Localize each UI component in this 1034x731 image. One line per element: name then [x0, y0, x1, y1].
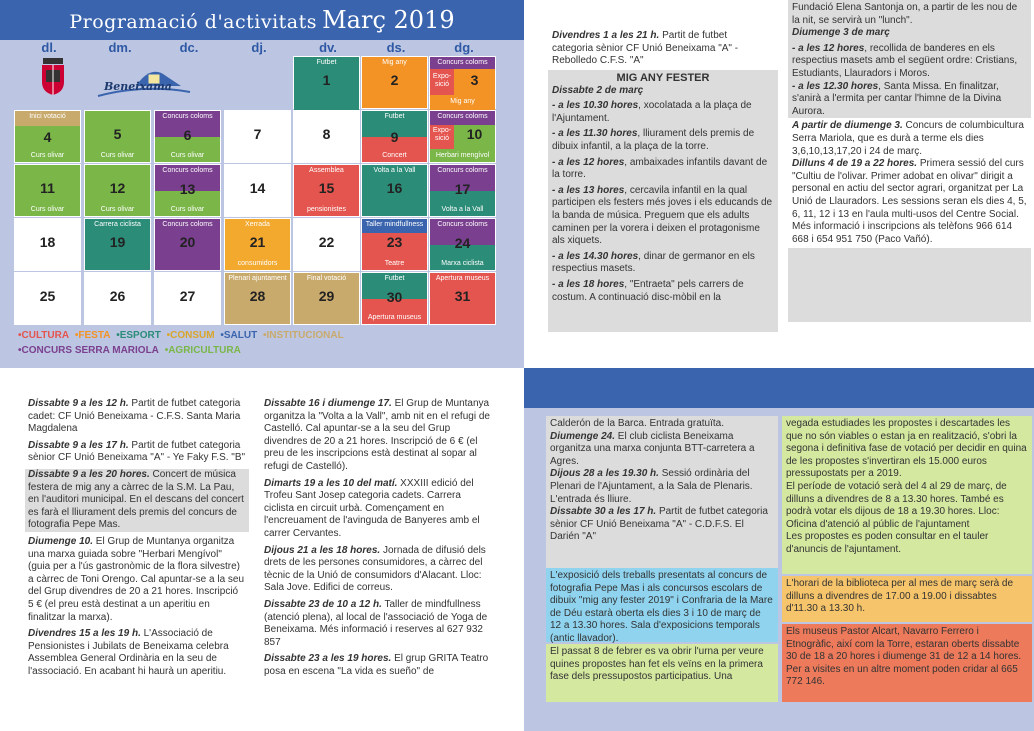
budget-box — [782, 416, 1032, 574]
legend-item: •INSTITUCIONAL — [262, 330, 344, 341]
event-label: Marxa ciclista — [441, 260, 484, 267]
day-number: 7 — [253, 126, 262, 142]
event-label: Concert — [382, 152, 407, 159]
event-text: Primera sessió del curs "Cultiu de l'olivar. Primer adobat en olivar" dirigit a personal en actiu del sector agrari, organitzat per La Unió de Llauradors. Les sessions seran els dies 4, 5, 6, 11, 12 i 13 en l'aula multi-usos del Centre Social. Més informació i inscripcions als telèfons 966 614 668 i 654 951 750 (Paco Vañó). — [792, 158, 1027, 245]
event-label: pensionistes — [307, 206, 346, 213]
calendar-cell — [224, 110, 291, 163]
day-number: 11 — [40, 180, 55, 196]
day-number: 5 — [113, 126, 122, 142]
day-number: 4 — [43, 129, 52, 145]
event-heading: Divendres 1 a les 21 h. — [552, 30, 660, 41]
event-label: Futbet — [316, 59, 337, 66]
day-number: 16 — [386, 180, 403, 196]
event-label: Final votació — [306, 275, 347, 282]
event-text: , recollida de banderes en els respectius masets amb el següent ordre: Cristians, Estudiants, Llauradors i Moros. — [792, 42, 1018, 79]
event-heading: Diumenge 24. — [550, 430, 616, 442]
header-month: Març 2019 — [322, 6, 455, 34]
calendar-cell — [154, 272, 221, 325]
legend — [18, 345, 244, 356]
legend-item: •CONCURS SERRA MARIOLA — [18, 345, 159, 356]
day-number: 30 — [386, 289, 403, 305]
header-prefix: Programació d'activitats — [69, 11, 318, 33]
section-title: MIG ANY FESTER — [616, 72, 710, 84]
event-label: Inici votació — [29, 113, 66, 120]
event-heading: Dissabte 9 a les 20 hores. — [28, 468, 150, 480]
day-number: 31 — [454, 288, 471, 304]
event-label: Taller mindfullness — [365, 221, 424, 228]
event-text: Concert de música festera de mig any a càrrec de la S.M. La Pau, en l'auditori municipal. En el descans del concert es farà el lliurament dels premis del concurs de fotografia Pepe Mas. — [28, 468, 244, 531]
legend-item: •FESTA — [74, 330, 111, 341]
legend — [18, 330, 347, 341]
calendar-cell — [429, 218, 496, 271]
event-text: vegada estudiades les propostes i descartades les que no són viables o estan ja en realització, s'obri la segona i definitiva fase de votació per decidir en quina de les propostes s'invertiran els 15.000 euros pressupostats per a 2019. — [786, 418, 1027, 480]
program-panel-top-right — [524, 0, 1034, 368]
event-text: Taller de mindfullness (atenció plena), al local de l'associació de Yoga de Beneixama. Més informació i reserves al 627 932 857 — [264, 598, 488, 648]
event-heading: Dimarts 19 a les 10 del matí. — [264, 477, 398, 489]
event-label: Curs olivar — [100, 206, 135, 213]
day-heading: Dissabte 2 de març — [552, 84, 644, 96]
event-heading: - a les 10.30 hores — [552, 100, 639, 112]
event-label: Expo-sició — [432, 127, 452, 142]
day-number: 15 — [318, 180, 335, 196]
day-header: dv. — [319, 40, 337, 55]
event-text: Les propostes es poden consultar en el tauler d'anuncis de l'ajuntament. — [786, 531, 989, 555]
event-heading: - a les 12 hores — [552, 156, 625, 168]
day-number: 3 — [470, 72, 479, 88]
event-heading: Dissabte 30 a les 17 h. — [550, 506, 657, 518]
event-label: Concurs coloms — [162, 221, 213, 228]
event-heading: - a les 13 hores — [552, 184, 625, 196]
calendar-cell — [154, 218, 221, 271]
events-box — [546, 416, 778, 574]
event-label: Concurs coloms — [437, 221, 488, 228]
event-text: , "Entraeta" pels carrers de costum. A continuació disc-mòbil en la — [552, 278, 744, 303]
day-header: dc. — [179, 40, 199, 55]
event-heading: Dissabte 9 a les 17 h. — [28, 439, 129, 451]
calendar-cell — [361, 164, 428, 217]
day-number: 17 — [454, 181, 471, 197]
calendar-cell — [429, 272, 496, 325]
event-heading: - a les 12 hores — [792, 42, 865, 54]
day-number: 20 — [179, 234, 196, 250]
calendar-cell — [154, 164, 221, 217]
event-text: El Grup de Muntanya organitza la "Volta a la Vall", amb nit en el refugi de Castelló. Cal apuntar-se a la seu del Grup divendres de 20 a 21 hores. Inscripció de 6 € (el preu de les inscripcions està destinat al sopar al refugi de Castelló). — [264, 398, 490, 472]
event-heading: - a les 14.30 hores — [552, 250, 639, 262]
event-text: XXXIII edició del Trofeu Sant Josep categoria cadets. Carrera ciclista en circuit urbà. Començament en l'encreuament de l'avinguda de Banyeres amb el carrer Cervantes. — [264, 477, 480, 539]
event-text: El passat 8 de febrer es va obrir l'urna per veure quines propostes han fet els veïns en la primera fase dels pressupostos participatius. Una — [550, 646, 764, 683]
event-label: Curs olivar — [170, 206, 205, 213]
day-number: 21 — [249, 234, 266, 250]
program-panel-bottom-right — [524, 368, 1034, 731]
calendar-cell — [361, 110, 428, 163]
calendar-cell — [84, 218, 151, 271]
event-label: Plenari ajuntament — [228, 275, 287, 282]
day-header: dj. — [251, 40, 267, 55]
calendar-cell — [293, 272, 360, 325]
text-column — [28, 398, 246, 682]
event-heading: Dissabte 9 a les 12 h. — [28, 398, 129, 409]
day-number: 13 — [179, 181, 196, 197]
day-number: 26 — [109, 288, 126, 304]
calendar-cell — [14, 164, 81, 217]
event-label: Curs olivar — [30, 206, 65, 213]
day-number: 19 — [109, 234, 126, 250]
calendar-cell — [14, 272, 81, 325]
event-label: Carrera ciclista — [94, 221, 141, 228]
day-number: 23 — [386, 234, 403, 250]
calendar-cell — [224, 272, 291, 325]
event-label: Futbet — [384, 113, 405, 120]
event-text: Calderón de la Barca. Entrada gratuïta. — [550, 418, 724, 429]
calendar-cell — [154, 110, 221, 163]
event-text: , ambaixades infantils davant de la torre. — [552, 156, 768, 181]
event-text: , Santa Missa. En finalitzar, s'anirà a l'ermita per cantar l'himne de la Divina Aurora. — [792, 80, 1002, 117]
event-heading: Dissabte 23 de 10 a 12 h. — [264, 598, 382, 610]
day-number: 25 — [39, 288, 56, 304]
event-heading: Dijous 21 a les 18 hores. — [264, 544, 381, 556]
calendar-cell — [361, 272, 428, 325]
town-crest-icon — [40, 58, 66, 96]
event-text: El club ciclista Beneixama organitza una marxa conjunta BTT-carretera a Agres. — [550, 430, 755, 467]
event-label: Curs olivar — [30, 152, 65, 159]
event-text: Fundació Elena Santonja on, a partir de les nou de la nit, se servirà un "lunch". — [792, 2, 1018, 26]
event-label: Mig any — [450, 98, 475, 105]
day-number: 12 — [109, 180, 126, 196]
program-panel-bottom-left — [0, 368, 524, 731]
event-text: Els museus Pastor Alcart, Navarro Ferrero i Etnogràfic, així com la Torre, estaran oberts dissabte 30 de 18 a 20 hores i diumenge 31 de 12 a 14 hores. Per a visites en un altre moment poden cridar al 665 772 146. — [786, 626, 1022, 688]
library-box — [782, 576, 1032, 622]
day-number: 14 — [249, 180, 266, 196]
day-header: dm. — [108, 40, 132, 55]
beneixama-logo-icon — [96, 62, 192, 102]
day-number: 8 — [322, 126, 331, 142]
event-heading: - a les 18 hores — [552, 278, 625, 290]
day-header: dl. — [41, 40, 57, 55]
event-text: , cercavila infantil en la qual participen els festers més joves i els educands de la banda de música. Preguem que els adults caminen per la vorera i deixen el protagonisme als xiquets. — [552, 184, 773, 247]
text-column — [264, 398, 490, 682]
event-label: Xerrada — [245, 221, 270, 228]
event-text: El període de votació serà del 4 al 29 de març, de dilluns a divendres de 8 a 13.30 hores. També es podrà votar els dijous de 18 a 19.30 hores. Lloc: Oficina d'atenció al públic de l'ajuntament — [786, 480, 1007, 530]
event-label: Futbet — [384, 275, 405, 282]
event-text: L'exposició dels treballs presentats al concurs de fotografia Pepe Mas i als concursos escolars de dibuix "mig any fester 2019" i Confraria de la Mare de Déu estarà oberta els dies 3 i 10 de març de 12 a 13.30 hores. Sala d'exposicions temporals (antic llavador). — [550, 570, 773, 644]
event-text: , xocolatada a la plaça de l'Ajuntament. — [552, 100, 752, 124]
event-text: El grup GRITA Teatro posa en escena "La vida es sueño" de — [264, 653, 489, 677]
event-label: Curs olivar — [100, 152, 135, 159]
day-number: 27 — [179, 288, 196, 304]
legend-item: •AGRICULTURA — [164, 345, 241, 356]
legend-item: •ESPORT — [116, 330, 161, 341]
day-number: 1 — [322, 72, 331, 88]
event-label: Apertura museus — [367, 314, 422, 321]
museums-box — [782, 624, 1032, 702]
event-label: Apertura museus — [435, 275, 490, 282]
day-number: 29 — [318, 288, 335, 304]
event-label: Concurs coloms — [162, 113, 213, 120]
event-text: Partit de futbet categoria sènior CF Unió Beneixama "A" - C.D.F.S. El Darién "A" — [550, 506, 768, 543]
event-text: Concurs de columbicultura Serra Mariola, que es durà a terme els dies 3,6,10,13,17,20 i 24 de març. — [792, 120, 1024, 157]
day-number: 2 — [390, 72, 399, 88]
logo-text: Beneixama — [104, 80, 172, 93]
event-label: consumidors — [237, 260, 278, 267]
calendar-cell — [293, 56, 360, 109]
budget-box-start — [546, 644, 778, 702]
calendar-cell — [293, 164, 360, 217]
day-number: 18 — [39, 234, 56, 250]
day-header: dg. — [454, 40, 474, 55]
legend-item: •CONSUM — [166, 330, 215, 341]
event-label: Concurs coloms — [437, 167, 488, 174]
event-text: Sessió ordinària del Plenari de l'Ajuntament, a la Sala de Plenaris. L'entrada és lliure. — [550, 468, 753, 505]
event-heading: - a les 11.30 hores — [552, 128, 638, 140]
event-text: , lliurament dels premis de dibuix infantil, a la plaça de la torre. — [552, 128, 755, 152]
legend-item: •SALUT — [220, 330, 258, 341]
event-label: Mig any — [382, 59, 407, 66]
calendar-header — [0, 0, 524, 40]
event-text: L'Associació de Pensionistes i Jubilats de Beneixama celebra Assemblea General Ordinària en la seu de l'associació. En acabant hi haurà un aperitiu. — [28, 628, 229, 677]
calendar-cell — [429, 56, 496, 109]
blue-header-bar — [524, 368, 1034, 408]
event-text: Partit de futbet categoria sènior CF Unió Beneixama "A" - Rebolledo C.F.S. "A" — [552, 30, 739, 67]
event-label: Herbari mengívol — [435, 152, 490, 159]
event-heading: Dilluns 4 de 19 a 22 hores. — [792, 158, 918, 170]
day-header: ds. — [386, 40, 406, 55]
event-text: El Grup de Muntanya organitza una marxa guiada sobre "Herbari Mengívol" (guia per a l'ús gastronòmic de la flora silvestre) a càrrec de Toni Orengo. Cal apuntar-se a la seu del Grup divendres de 20 a 21 hores. Inscripció 5 € (el preu està destinat a un aperitiu en finalitzar la marxa). — [28, 535, 245, 623]
day-number: 24 — [454, 235, 471, 251]
event-text: Jornada de difusió dels drets de les persones consumidores, a càrrec del tècnic de la Unió de consumidors d'Alacant. Lloc: Sala Jove. Edifici de correus. — [264, 544, 486, 594]
event-heading: Dissabte 16 i diumenge 17. — [264, 398, 392, 409]
calendar-cell — [84, 110, 151, 163]
day-number: 10 — [466, 126, 483, 142]
event-label: Teatre — [384, 260, 405, 267]
calendar-cell — [14, 218, 81, 271]
event-text: L'horari de la biblioteca per al mes de març serà de dilluns a divendres de 17.00 a 19.00 i dissabtes d'11.30 a 13.30 h. — [786, 578, 1014, 615]
event-heading: Divendres 15 a les 19 h. — [28, 628, 141, 640]
calendar-cell — [84, 272, 151, 325]
event-label: Expo-sició — [432, 73, 452, 88]
event-label: Volta a la Vall — [373, 167, 416, 174]
text-column — [552, 30, 748, 72]
event-label: Volta a la Vall — [441, 206, 484, 213]
event-text: Partit de futbet categoria cadet: CF Unió Beneixama - C.F.S. Santa Maria Magdalena — [28, 398, 241, 435]
event-label: Concurs coloms — [437, 59, 488, 66]
calendar-cell — [224, 218, 291, 271]
event-label: Concurs coloms — [162, 167, 213, 174]
event-heading: Diumenge 10. — [28, 535, 94, 547]
day-number: 22 — [318, 234, 335, 250]
exhibition-box — [546, 568, 778, 642]
event-label: Concurs coloms — [437, 113, 488, 120]
event-heading: Dijous 28 a les 19.30 h. — [550, 468, 659, 480]
event-heading: A partir de diumenge 3. — [792, 120, 903, 132]
calendar-cell — [293, 218, 360, 271]
event-label: Assemblea — [309, 167, 344, 174]
calendar-cell — [14, 110, 81, 163]
mig-any-box-right — [788, 0, 1031, 322]
calendar-cell — [361, 218, 428, 271]
calendar-cell — [429, 164, 496, 217]
mig-any-box — [548, 70, 778, 332]
event-heading: Dissabte 23 a les 19 hores. — [264, 653, 392, 665]
calendar-cell — [361, 56, 428, 109]
event-text: , dinar de germanor en els respectius masets. — [552, 250, 755, 275]
calendar-cell — [84, 164, 151, 217]
calendar-panel — [0, 0, 524, 368]
day-heading: Diumenge 3 de març — [792, 27, 890, 39]
day-number: 9 — [390, 129, 399, 145]
legend-item: •CULTURA — [18, 330, 70, 341]
day-number: 28 — [249, 288, 266, 304]
calendar-cell — [429, 110, 496, 163]
event-heading: - a les 12.30 hores — [792, 80, 879, 92]
event-label: Curs olivar — [170, 152, 205, 159]
calendar-cell — [293, 110, 360, 163]
calendar-cell — [224, 164, 291, 217]
day-number: 6 — [183, 127, 192, 143]
event-text: Partit de futbet categoria sènior CF Unió Beneixama "A" - Ye Faky F.S. "B" — [28, 439, 246, 464]
